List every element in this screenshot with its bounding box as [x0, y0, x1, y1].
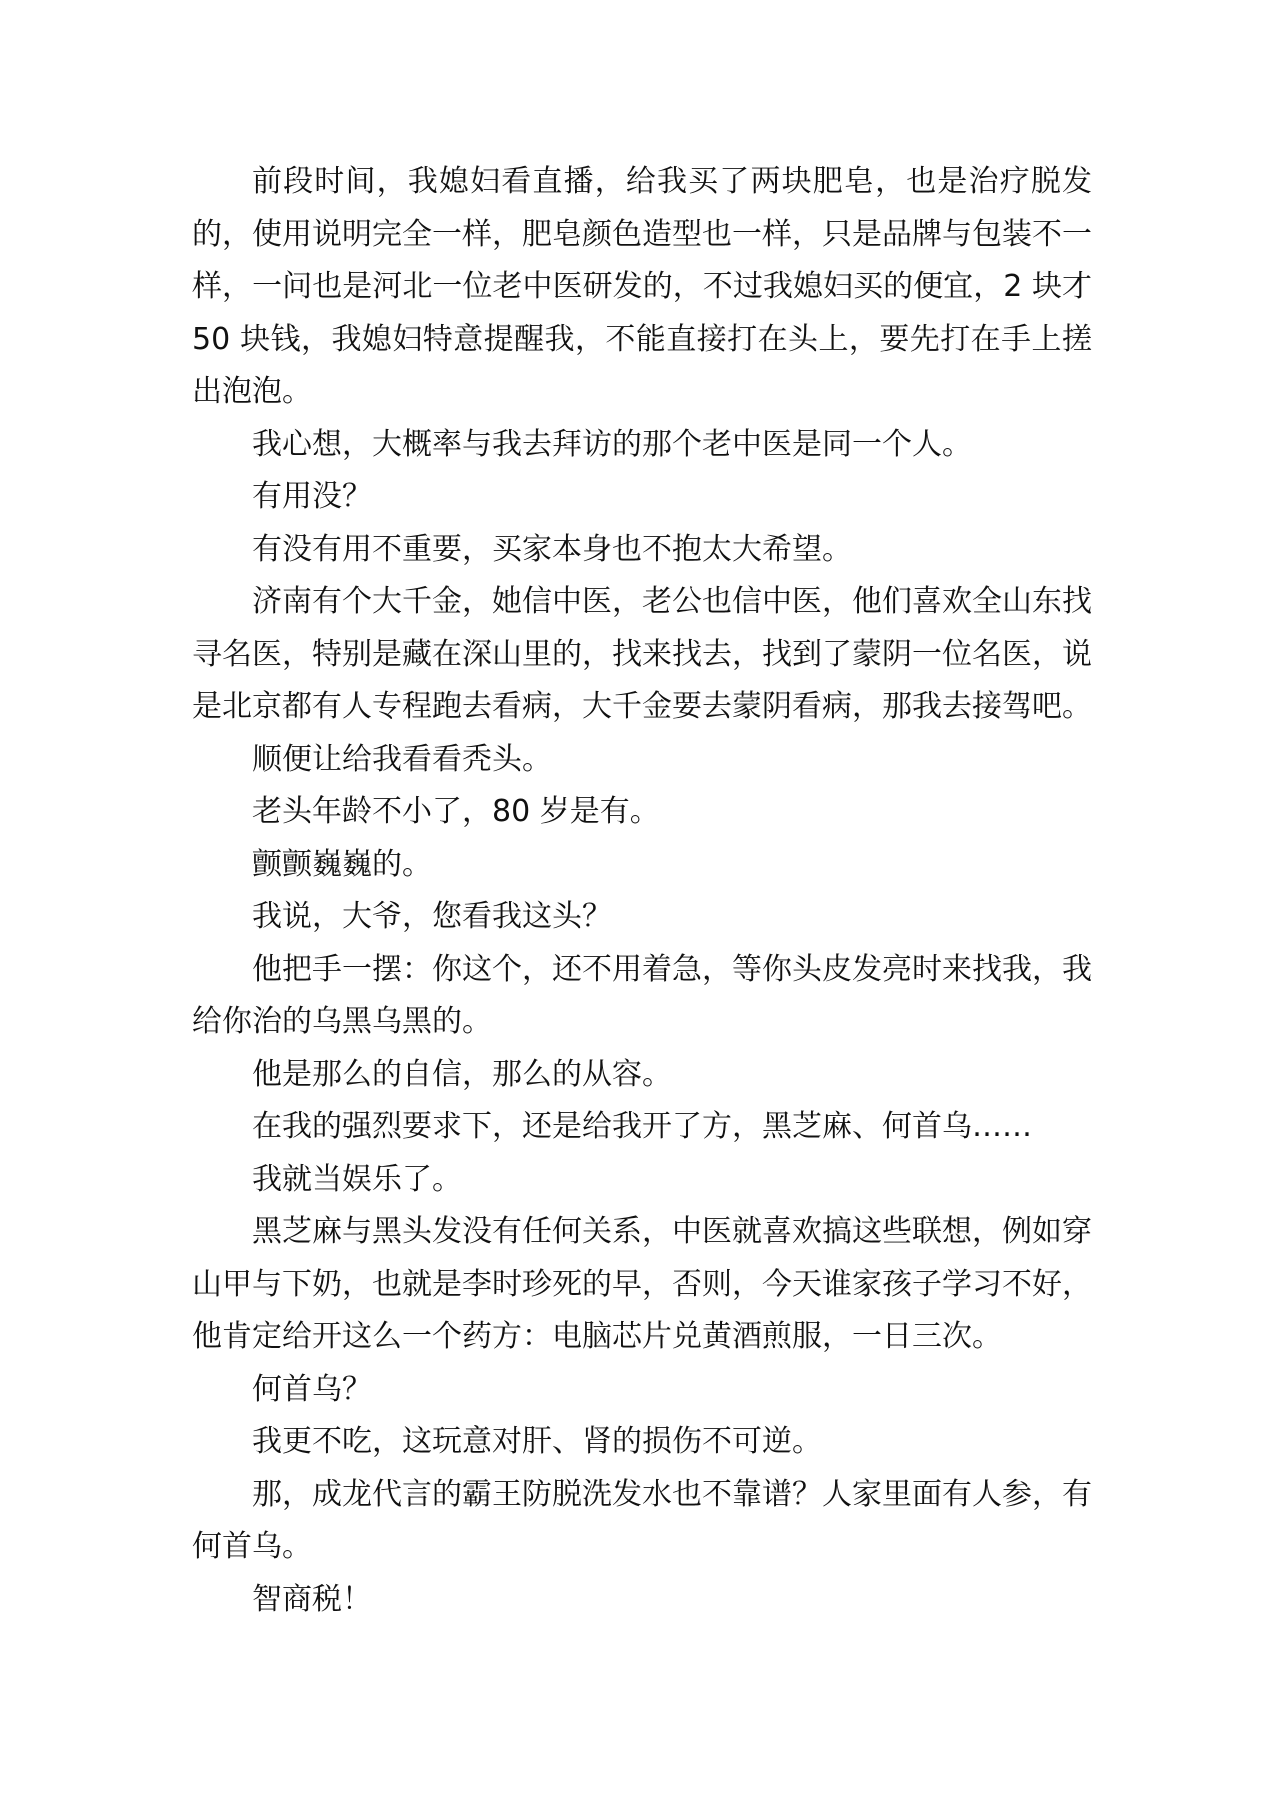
paragraph: 智商税！: [252, 1581, 372, 1617]
paragraph: 顺便让给我看看秃头。: [252, 741, 552, 777]
document-body: [192, 156, 1092, 1626]
paragraph: 我更不吃，这玩意对肝、肾的损伤不可逆。: [252, 1424, 822, 1459]
paragraph: 我就当娱乐了。: [252, 1161, 462, 1197]
paragraph: 黑芝麻与黑头发没有任何关系，中医就喜欢搞这些联想，例如穿山甲与下奶，也就是李时珍死的早，否则，今天谁家孩子学习不好，他肯定给开这么一个药方：电脑芯片兑黄酒煎服，一日三次。: [192, 1214, 1092, 1354]
paragraph: 在我的强烈要求下，还是给我开了方，黑芝麻、何首乌……: [252, 1109, 1032, 1144]
paragraph: 有没有用不重要，买家本身也不抱太大希望。: [252, 531, 852, 567]
paragraph: 他是那么的自信，那么的从容。: [252, 1056, 672, 1092]
paragraph: 我心想，大概率与我去拜访的那个老中医是同一个人。: [252, 426, 972, 462]
paragraph: 颤颤巍巍的。: [252, 846, 432, 882]
paragraph: 有用没？: [252, 479, 372, 514]
paragraph: 老头年龄不小了，80 岁是有。: [252, 794, 660, 829]
paragraph: 那，成龙代言的霸王防脱洗发水也不靠谱？人家里面有人参，有何首乌。: [192, 1476, 1092, 1564]
paragraph: 济南有个大千金，她信中医，老公也信中医，他们喜欢全山东找寻名医，特别是藏在深山里的，找来找去，找到了蒙阴一位名医，说是北京都有人专程跑去看病，大千金要去蒙阴看病，那我去接驾吧。: [192, 584, 1092, 724]
paragraph: 何首乌？: [252, 1371, 372, 1407]
paragraph: 他把手一摆：你这个，还不用着急，等你头皮发亮时来找我，我给你治的乌黑乌黑的。: [192, 951, 1092, 1039]
paragraph: 我说，大爷，您看我这头？: [252, 899, 612, 934]
paragraph: 前段时间，我媳妇看直播，给我买了两块肥皂，也是治疗脱发的，使用说明完全一样，肥皂颜色造型也一样，只是品牌与包装不一样，一问也是河北一位老中医研发的，不过我媳妇买的便宜，2 块才 50 块钱，我媳妇特意提醒我，不能直接打在头上，要先打在手上搓出泡泡。: [192, 164, 1092, 409]
